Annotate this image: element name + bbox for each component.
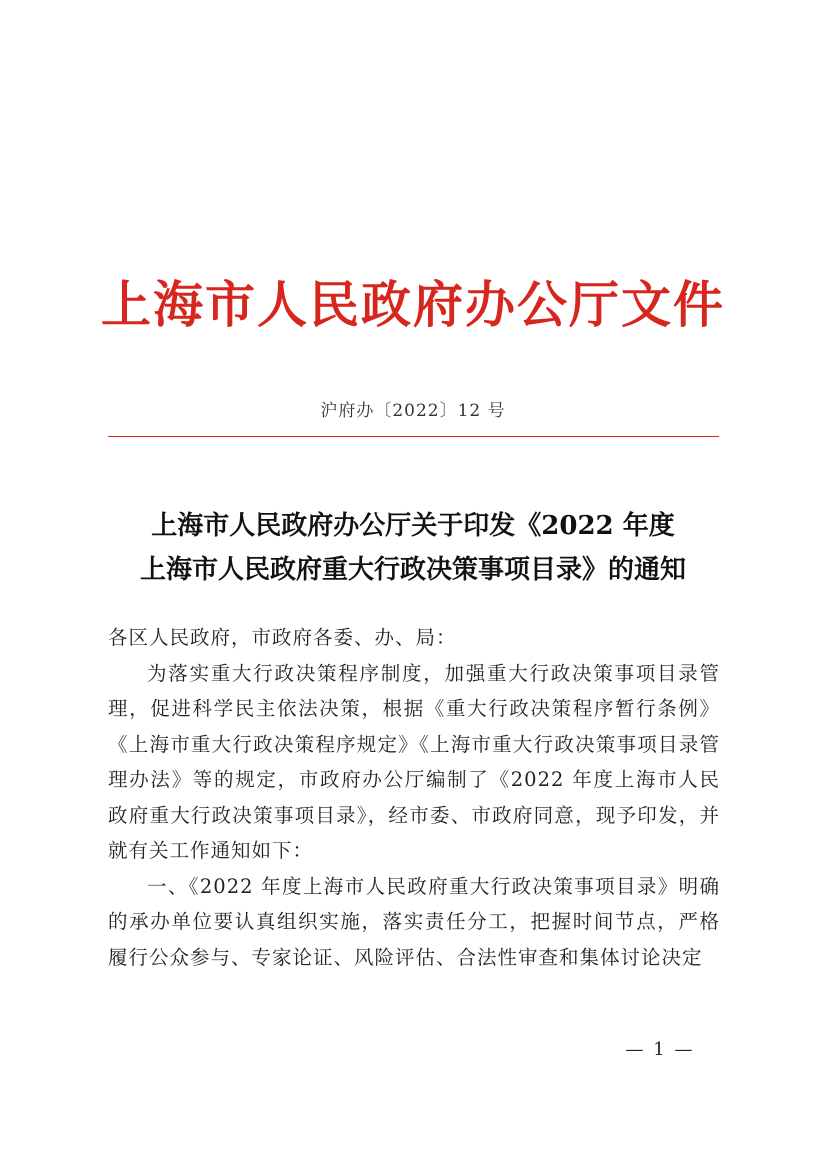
document-number: 沪府办〔2022〕12 号 [320,401,506,421]
body-paragraph-2: 一、《2022 年度上海市人民政府重大行政决策事项目录》明确的承办单位要认真组织实施，落实责任分工，把握时间节点，严格履行公众参与、专家论证、风险评估、合法性审查和集体讨论决定 [108,874,720,969]
document-body [108,620,720,975]
masthead-title: 上海市人民政府办公厅文件 [101,275,725,334]
notice-title [0,504,826,592]
red-divider-line [108,436,719,437]
page-number: — 1 — [625,1039,695,1060]
body-paragraph-1: 为落实重大行政决策程序制度，加强重大行政决策事项目录管理，促进科学民主依法决策，根据《重大行政决策程序暂行条例》《上海市重大行政决策程序规定》《上海市重大行政决策事项目录管理办法》等的规定，市政府办公厅编制了《2022 年度上海市人民政府重大行政决策事项目录》，经市委、市政府同意，现予印发，并就有关工作通知如下： [108,661,720,862]
salutation: 各区人民政府，市政府各委、办、局： [108,626,457,649]
notice-title-line-2: 上海市人民政府重大行政决策事项目录》的通知 [139,555,686,585]
notice-title-line-1: 上海市人民政府办公厅关于印发《2022 年度 [151,511,675,541]
